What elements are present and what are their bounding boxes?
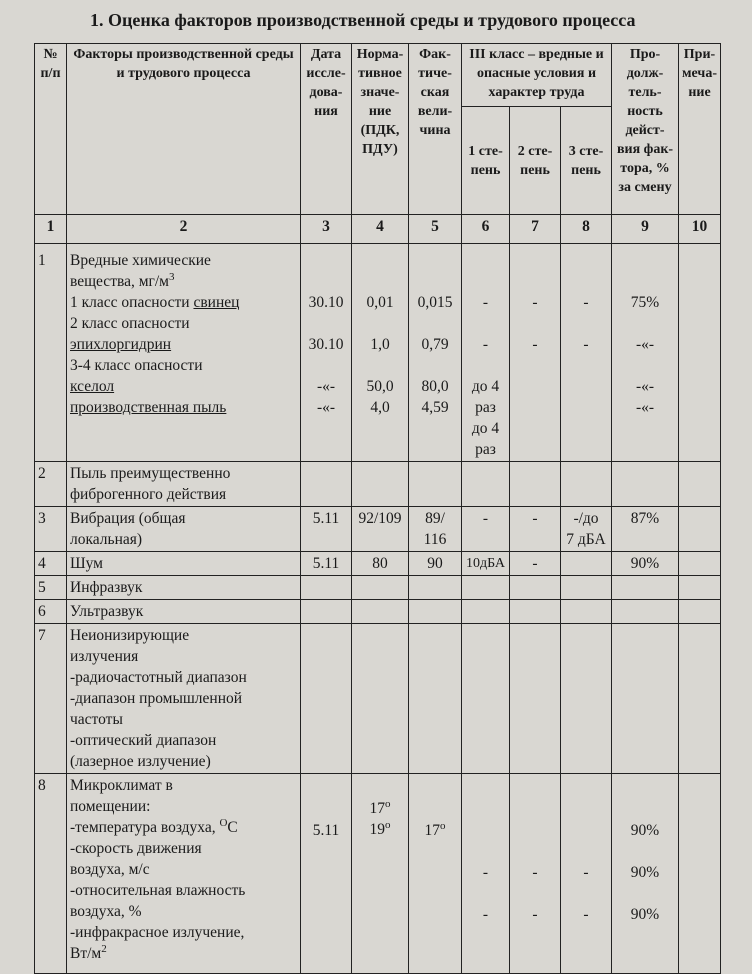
substance-line — [70, 292, 297, 313]
factor-cell — [67, 507, 301, 552]
value: - — [532, 906, 538, 923]
header-note: При-меча-ние — [679, 44, 721, 215]
substance-name: эпихлоргидрин — [70, 336, 172, 353]
norm-cell — [352, 244, 409, 462]
value: - — [482, 336, 489, 353]
date-cell: 5.11 — [301, 552, 352, 576]
factor-cell: Инфразвук — [67, 576, 301, 600]
value: -«- — [635, 399, 655, 416]
table-row — [35, 507, 721, 552]
factor-label: излучения — [70, 648, 139, 665]
value: -/до — [573, 510, 599, 527]
factor-label-text: С — [227, 819, 238, 836]
factor-label: Микроклимат в — [70, 777, 173, 794]
value — [355, 798, 405, 819]
value: - — [583, 864, 589, 881]
degree2-cell: - — [510, 552, 561, 576]
header-norm: Норма-тивное значе-ние (ПДК, ПДУ) — [352, 44, 409, 215]
superscript: о — [385, 818, 391, 831]
value: -«- — [635, 378, 655, 395]
header-duration: Про-долж-тель-ность дейст-вия фак-тора, % за смену — [612, 44, 679, 215]
note-cell — [679, 552, 721, 576]
value: 116 — [423, 531, 447, 548]
degree1-cell: - — [462, 507, 510, 552]
note-cell — [679, 507, 721, 552]
duration-cell: 87% — [612, 507, 679, 552]
value: 4,59 — [421, 399, 449, 416]
factor-label-text: вещества, мг/м — [70, 273, 169, 290]
col-number: 4 — [352, 215, 409, 244]
column-numbers-row — [35, 215, 721, 244]
table-row — [35, 624, 721, 774]
value: 90% — [630, 864, 660, 881]
col-number: 6 — [462, 215, 510, 244]
value: 50,0 — [366, 378, 394, 395]
superscript: О — [219, 816, 228, 829]
header-actual: Фак-тиче-ская вели-чина — [409, 44, 462, 215]
note-cell — [679, 244, 721, 462]
value: - — [482, 864, 489, 881]
value: - — [482, 294, 489, 311]
value: - — [583, 336, 589, 353]
col-number: 5 — [409, 215, 462, 244]
factor-label: -радиочастотный диапазон — [70, 669, 247, 686]
substance-name: свинец — [193, 294, 240, 311]
value — [412, 820, 458, 841]
factor-cell — [67, 462, 301, 507]
actual-cell — [409, 774, 462, 974]
value: - — [532, 294, 538, 311]
degree2-cell — [510, 244, 561, 462]
factor-label-text: Вт/м — [70, 945, 102, 962]
value: до 4 — [471, 378, 500, 395]
col-number: 1 — [35, 215, 67, 244]
row-number: 7 — [35, 624, 67, 774]
duration-cell — [612, 774, 679, 974]
value: 0,01 — [366, 294, 394, 311]
date-cell — [301, 244, 352, 462]
table-row — [35, 244, 721, 462]
factor-label — [70, 817, 297, 838]
value: 90% — [630, 906, 660, 923]
header-degree-2: 2 сте-пень — [510, 107, 561, 215]
factor-cell — [67, 244, 301, 462]
superscript: 3 — [169, 270, 175, 283]
value: раз — [475, 399, 496, 416]
value: 4,0 — [370, 399, 390, 416]
row-number: 4 — [35, 552, 67, 576]
value: 75% — [630, 294, 660, 311]
header-degree-3: 3 сте-пень — [561, 107, 612, 215]
table-row — [35, 552, 721, 576]
value: - — [532, 864, 538, 881]
factor-label: частоты — [70, 711, 123, 728]
degree1-cell — [462, 774, 510, 974]
header-class3: III класс – вредные и опасные условия и характер труда — [462, 44, 612, 107]
col-number: 9 — [612, 215, 679, 244]
row-number: 5 — [35, 576, 67, 600]
factor-cell — [67, 774, 301, 974]
value-text: 17 — [369, 800, 385, 817]
factor-label-text: -температура воздуха, — [70, 819, 220, 836]
factor-label: помещении: — [70, 798, 151, 815]
row-number: 8 — [35, 774, 67, 974]
value: - — [583, 906, 589, 923]
factor-label — [70, 271, 297, 292]
norm-cell: 92/109 — [352, 507, 409, 552]
value: - — [482, 906, 489, 923]
degree3-cell — [561, 507, 612, 552]
factor-label: воздуха, % — [70, 903, 142, 920]
row-number: 6 — [35, 600, 67, 624]
value-text: 17 — [424, 822, 440, 839]
date-cell: 5.11 — [301, 774, 352, 974]
row-number: 2 — [35, 462, 67, 507]
value: 90% — [630, 822, 660, 839]
factor-label: -относительная влажность — [70, 882, 246, 899]
note-cell — [679, 774, 721, 974]
factor-cell: Ультразвук — [67, 600, 301, 624]
header-row — [35, 44, 721, 107]
header-degree-1: 1 сте-пень — [462, 107, 510, 215]
duration-cell — [612, 244, 679, 462]
value-text: 19 — [369, 821, 385, 838]
value: - — [583, 294, 589, 311]
factor-cell — [67, 624, 301, 774]
factors-table — [34, 43, 721, 974]
factor-cell: Шум — [67, 552, 301, 576]
value: 80,0 — [421, 378, 449, 395]
hazard-class: 2 класс опасности — [70, 315, 190, 332]
row-number: 3 — [35, 507, 67, 552]
degree2-cell — [510, 774, 561, 974]
hazard-class: 3-4 класс опасности — [70, 357, 203, 374]
norm-cell — [352, 774, 409, 974]
header-date: Дата иссле-дова-ния — [301, 44, 352, 215]
header-factor: Факторы производственной среды и трудового процесса — [67, 44, 301, 215]
value: 7 дБА — [566, 531, 606, 548]
table-row — [35, 600, 721, 624]
value: -«- — [635, 336, 655, 353]
col-number: 8 — [561, 215, 612, 244]
factor-label: воздуха, м/с — [70, 861, 150, 878]
substance-name: кселол — [70, 378, 115, 395]
factor-label: Вредные химические — [70, 252, 211, 269]
value: - — [532, 336, 538, 353]
degree2-cell: - — [510, 507, 561, 552]
factor-label: -оптический диапазон — [70, 732, 217, 749]
value: -«- — [316, 399, 336, 416]
col-number: 3 — [301, 215, 352, 244]
factor-label: Пыль преимущественно — [70, 465, 231, 482]
substance-name: производственная пыль — [70, 399, 227, 416]
table-row — [35, 774, 721, 974]
value: 30.10 — [308, 294, 344, 311]
factor-label: Вибрация (общая — [70, 510, 186, 527]
actual-cell — [409, 507, 462, 552]
factor-label: -диапазон промышленной — [70, 690, 243, 707]
hazard-class: 1 класс опасности — [70, 294, 194, 311]
value: 0,015 — [417, 294, 453, 311]
superscript: о — [385, 797, 391, 810]
factor-label: локальная) — [70, 531, 143, 548]
col-number: 7 — [510, 215, 561, 244]
factor-label — [70, 943, 297, 964]
factor-label: -инфракрасное излучение, — [70, 924, 245, 941]
factor-label: (лазерное излучение) — [70, 753, 211, 770]
date-cell: 5.11 — [301, 507, 352, 552]
degree3-cell — [561, 552, 612, 576]
superscript: о — [440, 819, 446, 832]
value — [355, 819, 405, 840]
value: раз — [475, 441, 496, 458]
factor-label: -скорость движения — [70, 840, 202, 857]
superscript: 2 — [101, 942, 107, 955]
value: 0,79 — [421, 336, 449, 353]
table-row — [35, 462, 721, 507]
value: 1,0 — [370, 336, 390, 353]
col-number: 2 — [67, 215, 301, 244]
actual-cell: 90 — [409, 552, 462, 576]
degree3-cell — [561, 774, 612, 974]
degree1-cell — [462, 244, 510, 462]
factor-label: фиброгенного действия — [70, 486, 227, 503]
value: 89/ — [425, 510, 445, 527]
page-title: 1. Оценка факторов производственной среды и трудового процесса — [90, 10, 636, 30]
factor-label: Неионизирующие — [70, 627, 190, 644]
norm-cell: 80 — [352, 552, 409, 576]
value: -«- — [316, 378, 336, 395]
value: 30.10 — [308, 336, 344, 353]
actual-cell — [409, 244, 462, 462]
duration-cell: 90% — [612, 552, 679, 576]
table-row — [35, 576, 721, 600]
degree3-cell — [561, 244, 612, 462]
degree1-cell: 10дБА — [462, 552, 510, 576]
row-number: 1 — [35, 244, 67, 462]
header-num: № п/п — [35, 44, 67, 215]
col-number: 10 — [679, 215, 721, 244]
value: до 4 — [471, 420, 500, 437]
